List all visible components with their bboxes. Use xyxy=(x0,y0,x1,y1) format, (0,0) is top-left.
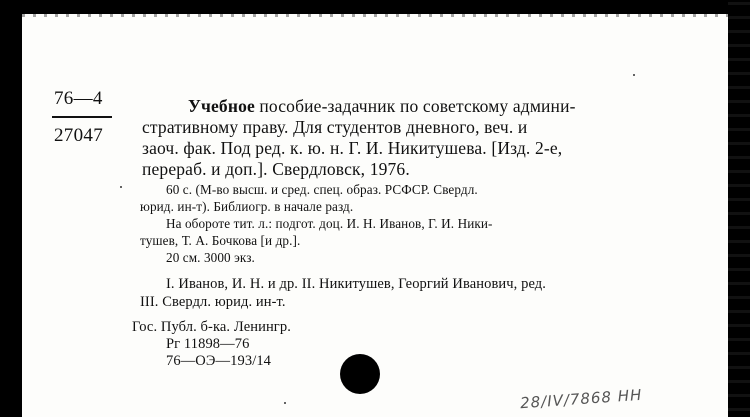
title-line xyxy=(142,159,410,180)
collation-line: На обороте тит. л.: подгот. доц. И. Н. Иванов, Г. И. Ники- xyxy=(166,216,493,231)
library-code: 76—ОЭ—193/14 xyxy=(166,353,272,369)
catalog-card xyxy=(22,14,730,417)
call-number-rule xyxy=(52,116,112,118)
title-line-text: перераб. и доп.]. Свердловск, 1976. xyxy=(142,159,410,179)
title-line xyxy=(142,138,562,159)
accession-number: 27047 xyxy=(54,125,103,146)
handwritten-note: 28/IV/7868 HH xyxy=(519,385,643,413)
title-line-text: заоч. фак. Под ред. к. ю. н. Г. И. Никитушева. [Изд. 2-е, xyxy=(142,138,563,158)
title-lead-word: Учебное xyxy=(188,96,255,116)
collation-line: юрид. ин-т). Библиогр. в начале разд. xyxy=(140,199,354,214)
punch-hole xyxy=(340,354,380,394)
scan-speck xyxy=(633,74,635,76)
library-code: Рг 11898—76 xyxy=(166,336,250,352)
scan-speck xyxy=(284,402,286,404)
collation-line: 60 с. (М-во высш. и сред. спец. образ. РСФСР. Свердл. xyxy=(166,182,478,197)
scan-edge-top xyxy=(22,14,730,17)
title-line xyxy=(142,117,527,138)
tracing-line: III. Свердл. юрид. ин-т. xyxy=(140,294,286,310)
call-number: 76—4 xyxy=(54,88,103,109)
scan-edge xyxy=(728,0,750,417)
title-line xyxy=(188,96,576,117)
collation-line: тушев, Т. А. Бочкова [и др.]. xyxy=(140,233,301,248)
collation-line: 20 см. 3000 экз. xyxy=(166,250,255,265)
library-name: Гос. Публ. б-ка. Ленингр. xyxy=(132,319,291,335)
scan-speck xyxy=(120,186,122,188)
tracing-line: I. Иванов, И. Н. и др. II. Никитушев, Георгий Иванович, ред. xyxy=(166,276,547,292)
title-line-text: стративному праву. Для студентов дневного, веч. и xyxy=(142,117,528,137)
title-line-text: пособие-задачник по советскому админи- xyxy=(254,96,576,116)
